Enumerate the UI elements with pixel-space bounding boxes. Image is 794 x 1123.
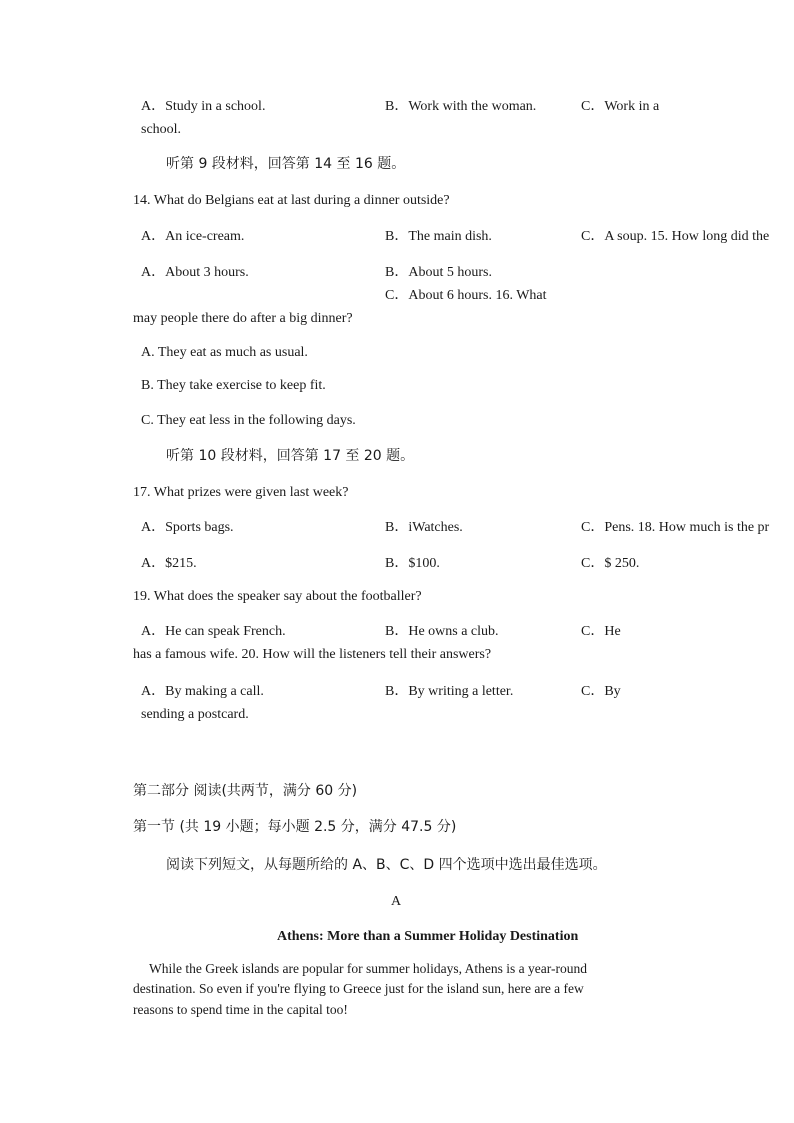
q15-option-b: B．About 5 hours. [385,265,492,280]
q16-stem: may people there do after a big dinner? [133,311,353,326]
q15-option-c: C．About 6 hours. 16. What [385,288,547,303]
q17-option-b: B．iWatches. [385,520,463,535]
passage-line-1: While the Greek islands are popular for summer holidays, Athens is a year-round [149,961,587,976]
q17-stem: 17. What prizes were given last week? [133,485,349,500]
reading-instruction: 阅读下列短文，从每题所给的 A、B、C、D 四个选项中选出最佳选项。 [166,857,607,873]
q17-option-a: A．Sports bags. [141,520,234,535]
q15-option-a: A．About 3 hours. [141,265,249,280]
q20-option-c: C．By [581,684,621,699]
q14-option-a: A．An ice-cream. [141,229,245,244]
q17-option-c: C．Pens. 18. How much is the pr [581,520,770,535]
q16-option-b: B. They take exercise to keep fit. [141,378,326,393]
passage-line-2: destination. So even if you're flying to Greece just for the island sun, here are a few [133,981,584,996]
q18-option-c: C．$ 250. [581,556,640,571]
q14-option-b: B．The main dish. [385,229,492,244]
q20-option-b: B．By writing a letter. [385,684,514,699]
q19-option-b: B．He owns a club. [385,624,499,639]
q16-option-a: A. They eat as much as usual. [141,345,308,360]
part-2-title: 第二部分 阅读(共两节，满分 60 分) [133,783,358,799]
q14-option-c: C．A soup. 15. How long did the [581,229,770,244]
q19-option-c-continuation: has a famous wife. 20. How will the listeners tell their answers? [133,647,492,662]
q20-option-a: A．By making a call. [141,684,264,699]
q13-option-c-continuation: school. [141,122,182,137]
q19-stem: 19. What does the speaker say about the footballer? [133,589,422,604]
section-9-heading: 听第 9 段材料，回答第 14 至 16 题。 [166,156,406,172]
q20-option-c-continuation: sending a postcard. [141,707,249,722]
q13-option-c: C．Work in a [581,99,660,114]
q16-option-c: C. They eat less in the following days. [141,413,356,428]
q18-option-b: B．$100. [385,556,440,571]
passage-line-3: reasons to spend time in the capital too! [133,1002,348,1017]
passage-title: Athens: More than a Summer Holiday Destination [277,929,579,944]
section-1-title: 第一节 (共 19 小题；每小题 2.5 分，满分 47.5 分) [133,819,457,835]
q13-option-b: B．Work with the woman. [385,99,537,114]
q19-option-c: C．He [581,624,621,639]
q14-stem: 14. What do Belgians eat at last during a dinner outside? [133,193,450,208]
q19-option-a: A．He can speak French. [141,624,286,639]
passage-letter: A [391,894,402,909]
q18-option-a: A．$215. [141,556,197,571]
q13-option-a: A．Study in a school. [141,99,266,114]
section-10-heading: 听第 10 段材料，回答第 17 至 20 题。 [166,448,415,464]
